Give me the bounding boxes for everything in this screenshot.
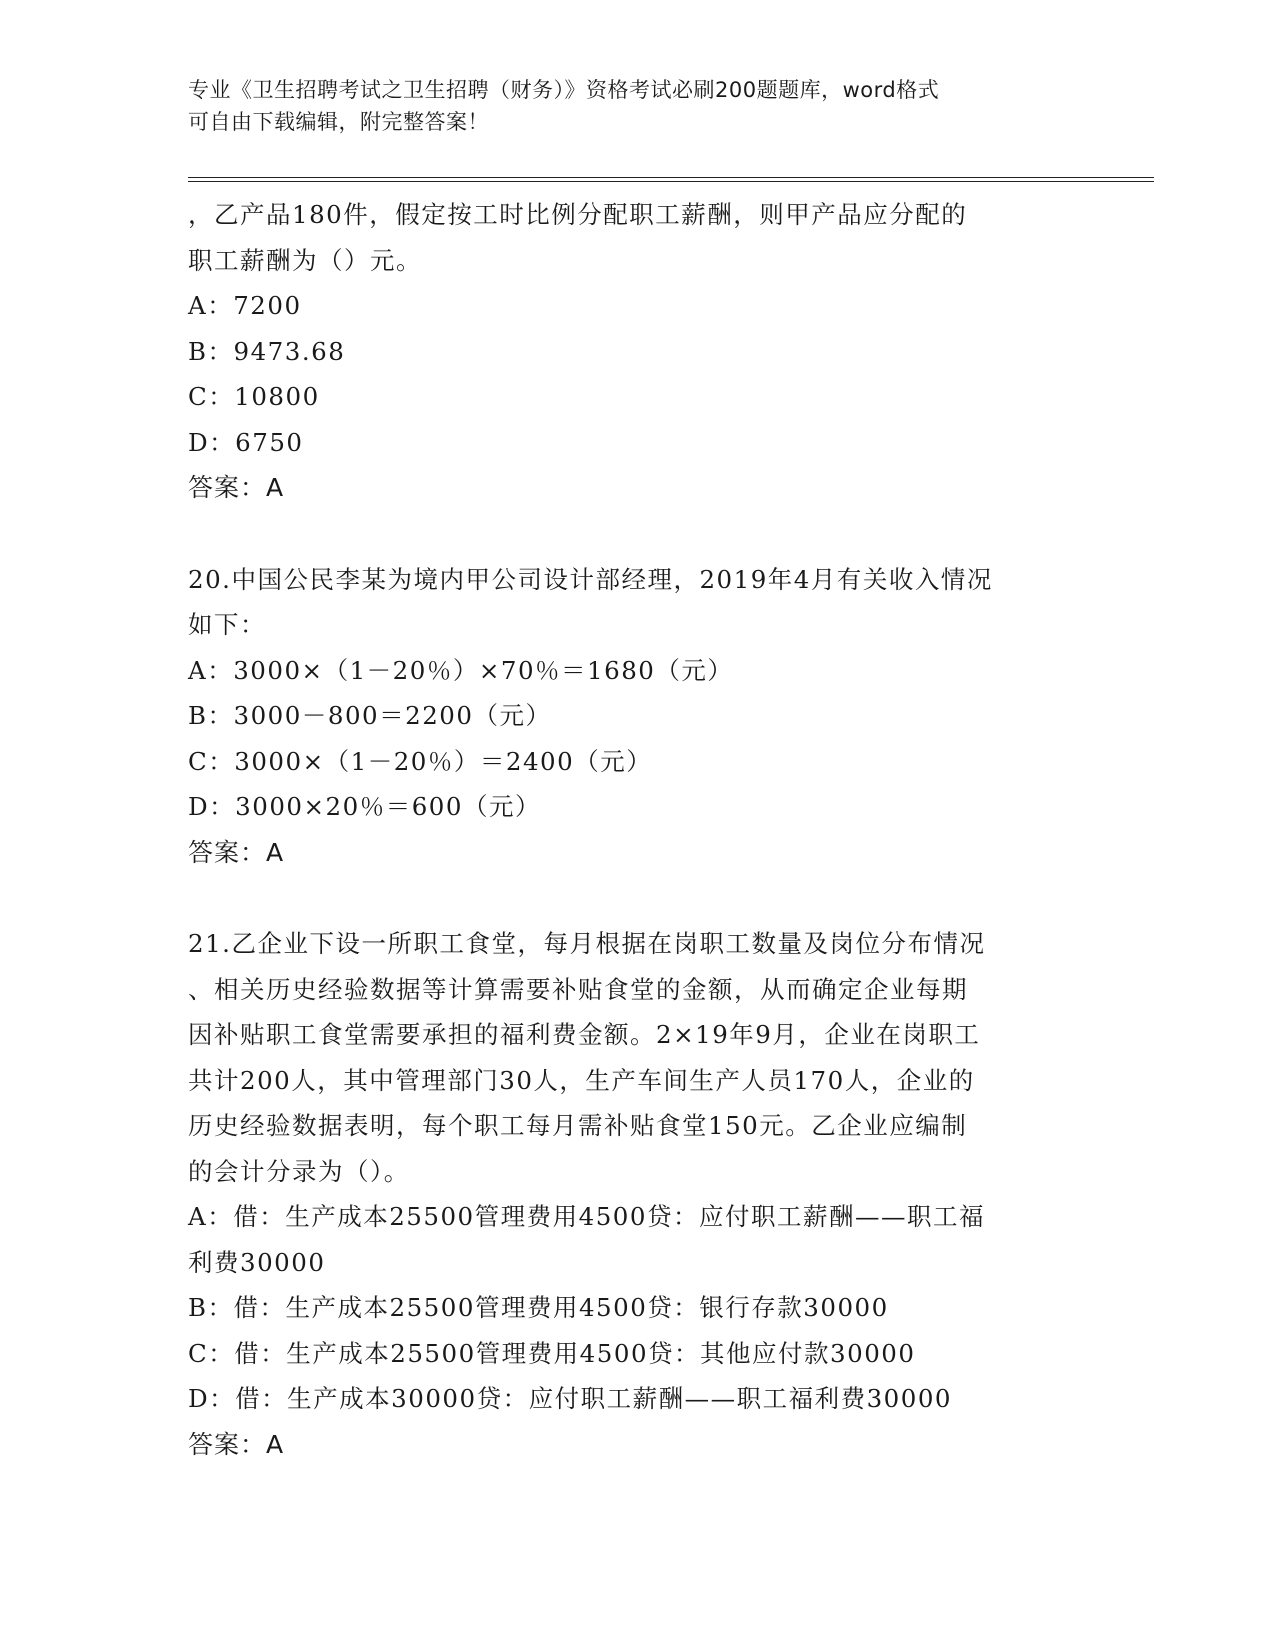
answer-line: 答案：A — [188, 473, 285, 502]
option-a — [188, 1194, 1088, 1285]
stem-line: 因补贴职工食堂需要承担的福利费金额。2×19年9月，企业在岗职工 — [188, 1020, 981, 1049]
option-c: C：10800 — [188, 382, 320, 411]
option-b: B：9473.68 — [188, 336, 346, 366]
question-spacer — [188, 511, 1088, 557]
question-content — [188, 192, 1088, 1467]
option-a: A：7200 — [188, 291, 302, 320]
stem-line: 职工薪酬为（）元。 — [188, 245, 422, 275]
stem-line: 21.乙企业下设一所职工食堂，每月根据在岗职工数量及岗位分布情况 — [188, 929, 986, 958]
stem-line: ，乙产品180件，假定按工时比例分配职工薪酬，则甲产品应分配的 — [188, 200, 968, 229]
option-b: B：3000－800＝2200（元） — [188, 701, 552, 730]
question-stem — [188, 557, 1088, 648]
question-spacer — [188, 875, 1088, 921]
header-line-2: 可自由下载编辑，附完整答案！ — [188, 110, 489, 134]
option-line: A：借：生产成本25500管理费用4500贷：应付职工薪酬——职工福 — [188, 1202, 985, 1231]
stem-line: 如下： — [188, 610, 266, 639]
header-line-1: 专业《卫生招聘考试之卫生招聘（财务）》资格考试必刷200题题库，word格式 — [188, 78, 940, 102]
option-a: A：3000×（1－20％）×70％＝1680（元） — [188, 655, 734, 685]
header-rule-bottom — [188, 181, 1154, 182]
stem-line: 历史经验数据表明，每个职工每月需补贴食堂150元。乙企业应编制 — [188, 1111, 968, 1140]
option-c: C：借：生产成本25500管理费用4500贷：其他应付款30000 — [188, 1338, 916, 1368]
question-block — [188, 192, 1088, 511]
document-header — [188, 74, 1068, 138]
stem-line: 共计200人，其中管理部门30人，生产车间生产人员170人，企业的 — [188, 1065, 975, 1095]
option-d: D：借：生产成本30000贷：应付职工薪酬——职工福利费30000 — [188, 1384, 953, 1413]
stem-line: 、相关历史经验数据等计算需要补贴食堂的金额，从而确定企业每期 — [188, 974, 968, 1004]
option-b: B：借：生产成本25500管理费用4500贷：银行存款30000 — [188, 1293, 889, 1322]
answer-line: 答案：A — [188, 837, 285, 867]
stem-line: 的会计分录为（）。 — [188, 1156, 410, 1186]
option-d: D：3000×20％＝600（元） — [188, 792, 541, 821]
option-line: 利费30000 — [188, 1247, 326, 1277]
question-block — [188, 921, 1088, 1467]
stem-line: 20.中国公民李某为境内甲公司设计部经理，2019年4月有关收入情况 — [188, 564, 993, 594]
question-stem — [188, 192, 1088, 283]
option-c: C：3000×（1－20％）＝2400（元） — [188, 746, 653, 776]
option-d: D：6750 — [188, 427, 304, 457]
question-stem — [188, 921, 1088, 1194]
question-block — [188, 557, 1088, 876]
answer-line: 答案：A — [188, 1429, 285, 1459]
header-rule-top — [188, 177, 1154, 178]
